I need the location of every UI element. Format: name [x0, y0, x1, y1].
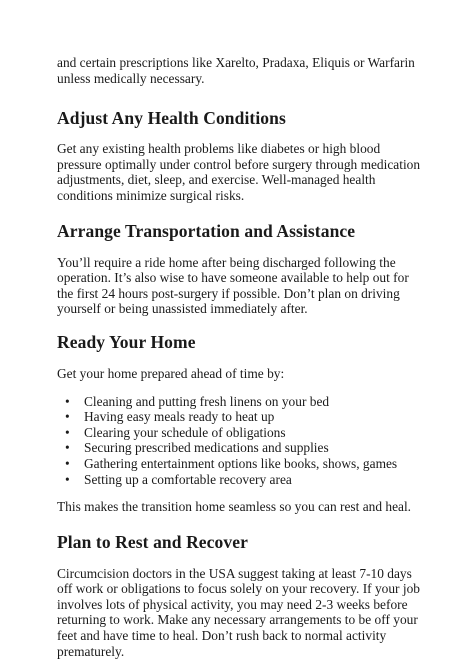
bullet-icon: • — [65, 409, 70, 425]
bullet-icon: • — [65, 440, 70, 456]
home-prep-list — [57, 394, 427, 488]
bullet-icon: • — [65, 455, 70, 471]
paragraph-home-after-list: This makes the transition home seamless so you can rest and heal. — [57, 499, 412, 515]
list-item — [57, 472, 427, 488]
bullet-icon: • — [65, 471, 70, 487]
list-item-text: Cleaning and putting fresh linens on your bed — [84, 393, 330, 409]
paragraph-ready-home: Get your home prepared ahead of time by: — [57, 365, 285, 381]
list-item — [57, 425, 427, 441]
heading-transportation: Arrange Transportation and Assistance — [57, 220, 356, 241]
list-item-text: Having easy meals ready to heat up — [84, 409, 275, 425]
bullet-icon: • — [65, 424, 70, 440]
list-item — [57, 440, 427, 456]
list-item-text: Securing prescribed medications and supplies — [84, 440, 329, 456]
paragraph-health-conditions: Get any existing health problems like diabetes or high blood pressure optimally under control before surgery through medication adjustments, diet, sleep, and exercise. Well-managed health conditions minimize surgical risks. — [57, 141, 421, 203]
intro-paragraph: and certain prescriptions like Xarelto, Pradaxa, Eliquis or Warfarin unless medically necessary. — [57, 55, 415, 86]
list-item-text: Clearing your schedule of obligations — [84, 424, 286, 440]
document-page — [57, 55, 427, 659]
heading-rest-recover: Plan to Rest and Recover — [57, 531, 248, 552]
heading-health-conditions: Adjust Any Health Conditions — [57, 108, 286, 129]
list-item — [57, 394, 427, 410]
heading-ready-home: Ready Your Home — [57, 331, 196, 352]
list-item — [57, 409, 427, 425]
paragraph-transportation: You’ll require a ride home after being discharged following the operation. It’s also wise to have someone available to help out for the first 24 hours post-surgery if possible. Don’t plan on driving yourself or being unassisted immediately after. — [57, 254, 409, 317]
list-item — [57, 456, 427, 472]
bullet-icon: • — [65, 393, 70, 409]
list-item-text: Gathering entertainment options like books, shows, games — [84, 455, 398, 471]
paragraph-rest-recover: Circumcision doctors in the USA suggest taking at least 7-10 days off work or obligations to focus solely on your recovery. If your job involves lots of physical activity, you may need 2-3 weeks before returning to work. Make any necessary arrangements to be off your feet and have time to heal. Don’t rush back to normal activity prematurely. — [57, 565, 420, 659]
list-item-text: Setting up a comfortable recovery area — [84, 471, 292, 487]
